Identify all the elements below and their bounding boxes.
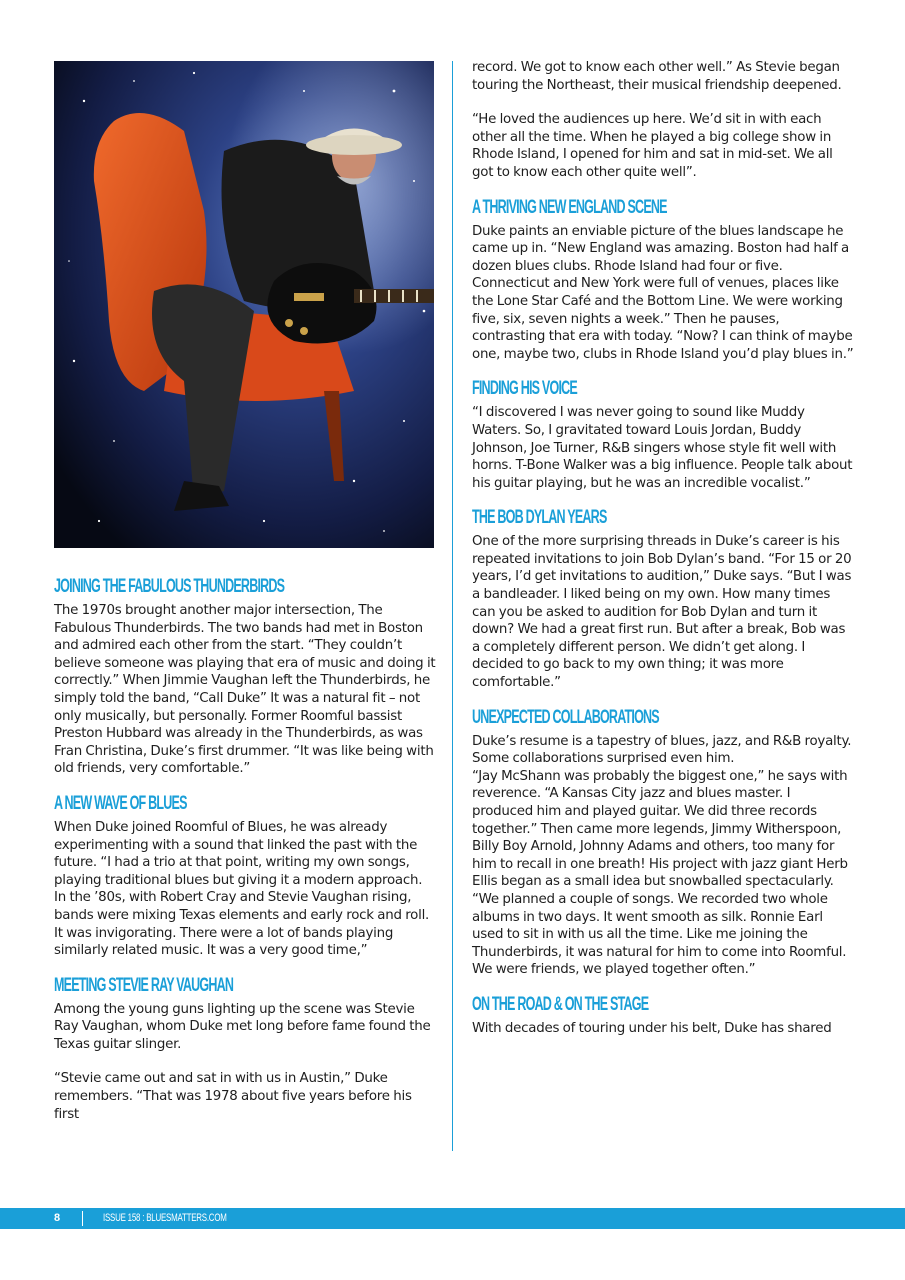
photo-illustration [54, 61, 434, 548]
column-divider [452, 61, 453, 1151]
paragraph: The 1970s brought another major intersection, The Fabulous Thunderbirds. The two bands had met in Boston and admired each other from the start. “They couldn’t believe someone was playing that era of music and doing it correctly.” When Jimmie Vaughan left the Thunderbirds, he simply told the band, “Call Duke” It was a natural fit – not only musically, but personally. Former Roomful bassist Preston Hubbard was already in the Thunderbirds, as was Fran Christina, Duke’s first drummer. “It was like being with old friends, very comfortable.” [54, 603, 436, 777]
paragraph: Duke paints an enviable picture of the blues landscape he came up in. “New England was amazing. Boston had half a dozen blues clubs. Rhode Island had four or five. Connecticut and New York were full of venues, places like the Lone Star Café and the Bottom Line. We were working five, six, seven nights a week.” Then he pauses, contrasting that era with today. “Now? I can think of maybe one, maybe two, clubs in Rhode Island you’d play blues in.” [472, 223, 854, 362]
page-number: 8 [54, 1212, 61, 1224]
footer-separator [82, 1211, 83, 1226]
heading-collaborations: UNEXPECTED COLLABORATIONS [472, 706, 659, 728]
issue-link[interactable]: ISSUE 158 : BLUESMATTERS.COM [103, 1212, 227, 1224]
paragraph: “I discovered I was never going to sound like Muddy Waters. So, I gravitated toward Louis Jordan, Buddy Johnson, Joe Turner, R&B singers whose style fit well with horns. T-Bone Walker was a big influence. People talk about his guitar playing, but he was an incredible vocalist.” [472, 405, 853, 491]
right-column [472, 59, 854, 1038]
left-column [54, 576, 436, 1123]
heading-new-england: A THRIVING NEW ENGLAND SCENE [472, 196, 667, 218]
heading-joining-thunderbirds: JOINING THE FABULOUS THUNDERBIRDS [54, 576, 285, 597]
heading-dylan-years: THE BOB DYLAN YEARS [472, 507, 607, 529]
paragraph: record. We got to know each other well.” As Stevie began touring the Northeast, their musical friendship deepened. [472, 60, 842, 93]
heading-on-the-road: ON THE ROAD & ON THE STAGE [472, 993, 649, 1015]
heading-meeting-srv: MEETING STEVIE RAY VAUGHAN [54, 974, 234, 996]
paragraph: “Stevie came out and sat in with us in Austin,” Duke remembers. “That was 1978 about five years before his first [54, 1071, 412, 1122]
paragraph: One of the more surprising threads in Duke’s career is his repeated invitations to join Bob Dylan’s band. “For 15 or 20 years, I’d get invitations to audition,” Duke says. “But I was a bandleader. I liked being on my own. How many times can you be asked to audition for Bob Dylan and turn it down? We had a great first run. But after a break, Bob was a completely different person. We didn’t get along. I decided to go back to my own thing; it was more comfortable.” [472, 534, 852, 691]
footer-bar [0, 1208, 905, 1229]
heading-new-wave: A NEW WAVE OF BLUES [54, 792, 187, 814]
paragraph: “Jay McShann was probably the biggest one,” he says with reverence. “A Kansas City jazz and blues master. I produced him and played guitar. We did three records together.” Then came more legends, Jimmy Witherspoon, Billy Boy Arnold, Johnny Adams and others, too many for him to recall in one breath! His project with jazz giant Herb Ellis began as a small idea but snowballed spectacularly. “We planned a couple of songs. We recorded two whole albums in two days. It went smooth as silk. Ronnie Earl used to sit in with us all the time. Like me joining the Thunderbirds, it was natural for him to come into Roomful. We were friends, we played together often.” [472, 768, 848, 978]
heading-finding-voice: FINDING HIS VOICE [472, 378, 577, 400]
paragraph: Duke’s resume is a tapestry of blues, jazz, and R&B royalty. Some collaborations surprised even him. [472, 733, 852, 767]
paragraph: “He loved the audiences up here. We’d sit in with each other all the time. When he played a big college show in Rhode Island, I opened for him and sat in mid-set. We all got to know each other quite well”. [472, 112, 833, 180]
cover-photo [54, 61, 434, 548]
paragraph: Among the young guns lighting up the scene was Stevie Ray Vaughan, whom Duke met long before fame found the Texas guitar slinger. [54, 1001, 431, 1052]
paragraph: When Duke joined Roomful of Blues, he was already experimenting with a sound that linked the past with the future. “I had a trio at that point, writing my own songs, playing traditional blues but giving it a modern approach. In the ’80s, with Robert Cray and Stevie Vaughan rising, bands were mixing Texas elements and early rock and roll. It was invigorating. There were a lot of bands playing similarly related music. It was a very good time,” [54, 819, 430, 959]
paragraph: With decades of touring under his belt, Duke has shared [472, 1020, 832, 1036]
